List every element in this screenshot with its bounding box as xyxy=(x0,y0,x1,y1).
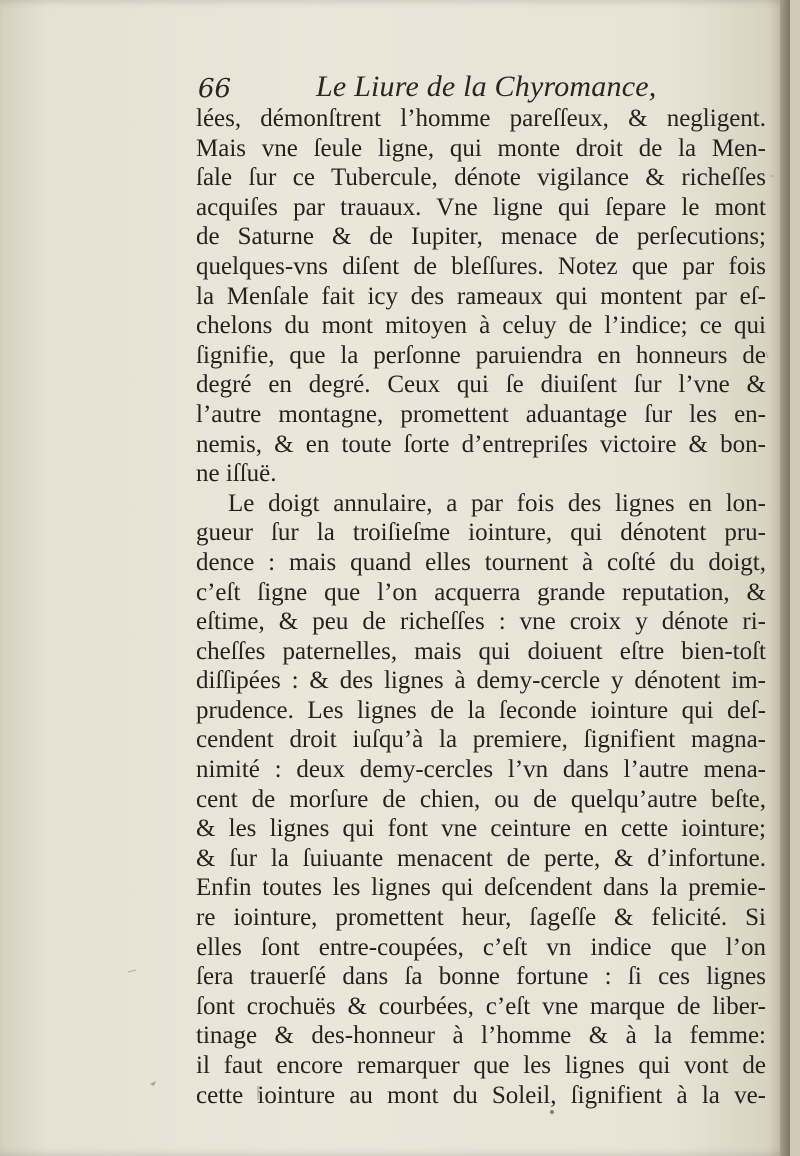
text-line: eſtime, & peu de richeſſes : vne croix y dénote ri- xyxy=(196,608,766,636)
text-line: & ſur la ſuiuante menacent de perte, & d’infortune. xyxy=(196,844,766,872)
text-line: Le doigt annulaire, a par fois des lignes en lon- xyxy=(228,489,766,517)
text-line: & les lignes qui font vne ceinture en cette iointure; xyxy=(196,815,766,843)
text-line: chelons du mont mitoyen à celuy de l’indice; ce qui xyxy=(196,312,766,340)
page-number: 66 xyxy=(198,74,232,104)
body-text xyxy=(196,104,766,1110)
text-line: cette iointure au mont du Soleil, ſignifient à la ve- xyxy=(196,1081,766,1109)
text-line: cendent droit iuſqu’à la premiere, ſignifient magna- xyxy=(196,726,766,754)
text-line: nemis, & en toute ſorte d’entrepriſes victoire & bon- xyxy=(196,430,766,458)
text-line: acquiſes par trauaux. Vne ligne qui ſepare le mont xyxy=(196,193,766,221)
text-line: c’eſt ſigne que l’on acquerra grande reputation, & xyxy=(196,578,766,606)
text-line: diſſipées : & des lignes à demy-cercle y dénotent im- xyxy=(196,667,766,695)
text-line: ne iſſuë. xyxy=(196,460,277,488)
text-line: lées, démonſtrent l’homme pareſſeux, & negligent. xyxy=(196,105,766,132)
text-line: ſale ſur ce Tubercule, dénote vigilance & richeſſes xyxy=(196,164,766,192)
text-line: cent de morſure de chien, ou de quelqu’autre beſte, xyxy=(196,785,766,813)
text-line: de Saturne & de Iupiter, menace de perſecutions; xyxy=(196,223,766,251)
text-line: quelques-vns diſent de bleſſures. Notez que par fois xyxy=(196,252,766,280)
text-line: Enfin toutes les lignes qui deſcendent dans la premie- xyxy=(196,874,766,902)
text-line: il faut encore remarquer que les lignes qui vont de xyxy=(196,1052,766,1079)
text-line: la Menſale fait icy des rameaux qui montent par eſ- xyxy=(196,282,766,310)
page-edge-shadow xyxy=(780,0,790,1156)
text-line: Mais vne ſeule ligne, qui monte droit de la Men- xyxy=(196,134,766,162)
text-line: re iointure, promettent heur, ſageſſe & felicité. Si xyxy=(196,904,766,932)
text-line: dence : mais quand elles tournent à coſté du doigt, xyxy=(196,548,766,576)
text-line: degré en degré. Ceux qui ſe diuiſent ſur l’vne & xyxy=(196,371,766,399)
text-line: ſera trauerſé dans ſa bonne fortune : ſi ces lignes xyxy=(196,963,766,991)
text-line: tinage & des-honneur à l’homme & à la femme: xyxy=(196,1022,766,1050)
text-line: elles ſont entre-coupées, c’eſt vn indice que l’on xyxy=(196,933,766,961)
text-line: nimité : deux demy-cercles l’vn dans l’autre mena- xyxy=(196,756,766,784)
text-line: ſignifie, que la perſonne paruiendra en honneurs de xyxy=(196,341,766,369)
text-line: cheſſes paternelles, mais qui doiuent eſtre bien-toſt xyxy=(196,637,766,665)
text-line: l’autre montagne, promettent aduantage ſur les en- xyxy=(196,400,766,428)
text-line: prudence. Les lignes de la ſeconde iointure qui deſ- xyxy=(196,696,766,724)
text-line: ſont crochuës & courbées, c’eſt vne marque de liber- xyxy=(196,992,766,1020)
text-line: gueur ſur la troiſieſme iointure, qui dénotent pru- xyxy=(196,519,766,547)
running-title: Le Liure de la Chyromance, xyxy=(316,70,657,103)
